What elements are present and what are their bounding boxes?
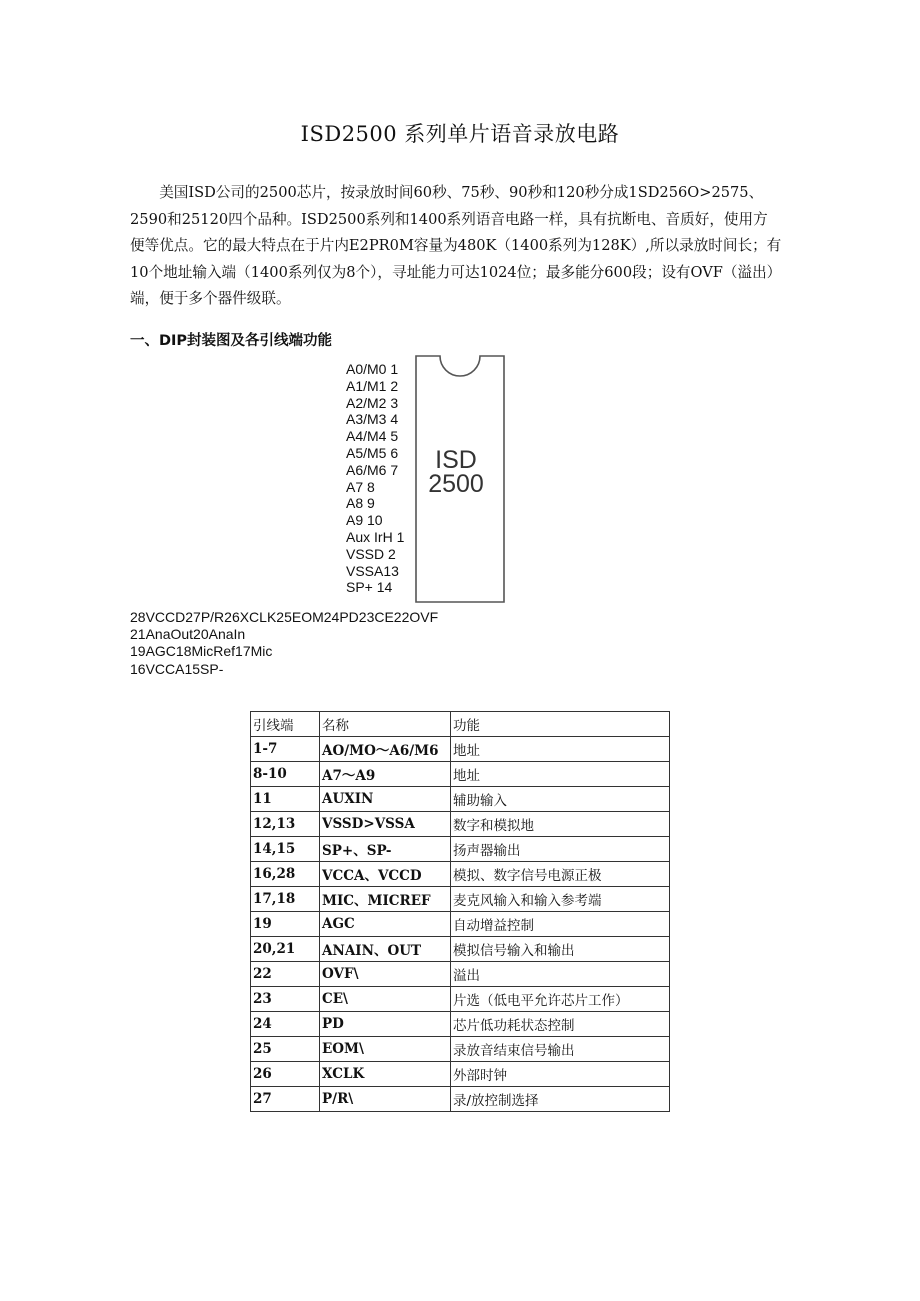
pin-cell: 11: [251, 787, 320, 812]
name-cell: CE\: [320, 987, 451, 1012]
table-row: [251, 762, 670, 787]
pin-cell: 23: [251, 987, 320, 1012]
function-cell: 地址: [451, 737, 670, 762]
name-cell: P/R\: [320, 1087, 451, 1112]
table-header-row: [251, 712, 670, 737]
pin-cell: 1-7: [251, 737, 320, 762]
name-cell: PD: [320, 1012, 451, 1037]
pin-label: VSSA13: [346, 562, 399, 579]
table-row: [251, 1037, 670, 1062]
pin-cell: 24: [251, 1012, 320, 1037]
function-cell: 溢出: [451, 962, 670, 987]
pin-cell: 27: [251, 1087, 320, 1112]
function-cell: 自动增益控制: [451, 912, 670, 937]
pin-label: A7 8: [346, 478, 375, 495]
chip-label-line2: 2500: [428, 470, 484, 498]
pin-label: A2/M2 3: [346, 394, 399, 411]
name-cell: OVF\: [320, 962, 451, 987]
name-cell: ANAIN、OUT: [320, 937, 451, 962]
pin-label: A0/M0 1: [346, 361, 399, 377]
pin-line: 16VCCA15SP-: [130, 660, 224, 677]
pin-label: A3/M3 4: [346, 411, 399, 428]
header-pin: 引线端: [251, 712, 320, 737]
chip-left-pin-labels: [346, 361, 404, 596]
pin-cell: 12,13: [251, 812, 320, 837]
function-cell: 外部时钟: [451, 1062, 670, 1087]
name-cell: VSSD>VSSA: [320, 812, 451, 837]
function-cell: 地址: [451, 762, 670, 787]
pin-line: 19AGC18MicRef17Mic: [130, 643, 273, 660]
function-cell: 模拟信号输入和输出: [451, 937, 670, 962]
pin-label: A4/M4 5: [346, 428, 399, 445]
pin-cell: 20,21: [251, 937, 320, 962]
pin-cell: 19: [251, 912, 320, 937]
name-cell: EOM\: [320, 1037, 451, 1062]
pin-label: VSSD 2: [346, 545, 396, 562]
name-cell: AO/MO～A6/M6: [320, 737, 451, 762]
pin-label: SP+ 14: [346, 579, 393, 596]
pin-cell: 26: [251, 1062, 320, 1087]
function-cell: 扬声器输出: [451, 837, 670, 862]
function-cell: 芯片低功耗状态控制: [451, 1012, 670, 1037]
pin-cell: 16,28: [251, 862, 320, 887]
pin-cell: 14,15: [251, 837, 320, 862]
pin-function-table: [250, 711, 670, 1112]
function-cell: 麦克风输入和输入参考端: [451, 887, 670, 912]
table-row: [251, 1012, 670, 1037]
pin-line: 28VCCD27P/R26XCLK25EOM24PD23CE22OVF: [130, 609, 439, 625]
name-cell: VCCA、VCCD: [320, 862, 451, 887]
name-cell: SP+、SP-: [320, 837, 451, 862]
table-row: [251, 987, 670, 1012]
table-row: [251, 887, 670, 912]
table-row: [251, 962, 670, 987]
section-heading: 一、DIP封装图及各引线端功能: [130, 333, 333, 349]
pin-label: A8 9: [346, 495, 375, 512]
pin-line: 21AnaOut20AnaIn: [130, 626, 246, 643]
chip-right-pin-lines: [130, 609, 438, 678]
chip-diagram: [404, 352, 514, 608]
pin-label: A9 10: [346, 512, 383, 529]
pin-label: Aux IrH 1: [346, 528, 405, 545]
function-cell: 数字和模拟地: [451, 812, 670, 837]
function-cell: 模拟、数字信号电源正极: [451, 862, 670, 887]
table-row: [251, 862, 670, 887]
name-cell: XCLK: [320, 1062, 451, 1087]
header-function: 功能: [451, 712, 670, 737]
function-cell: 辅助输入: [451, 787, 670, 812]
header-name: 名称: [320, 712, 451, 737]
name-cell: AUXIN: [320, 787, 451, 812]
function-cell: 录放音结束信号输出: [451, 1037, 670, 1062]
table-row: [251, 787, 670, 812]
pin-cell: 22: [251, 962, 320, 987]
table-row: [251, 912, 670, 937]
table-row: [251, 812, 670, 837]
name-cell: AGC: [320, 912, 451, 937]
pin-cell: 17,18: [251, 887, 320, 912]
table-row: [251, 1087, 670, 1112]
intro-paragraph: [130, 180, 782, 313]
table-row: [251, 937, 670, 962]
page-title: ISD2500 系列单片语音录放电路: [300, 122, 620, 146]
intro-text: 美国ISD公司的2500芯片，按录放时间60秒、75秒、90秒和120秒分成1SD256O>2575、2590和25120四个品种。ISD2500系列和1400系列语音电路一样，具有抗断电、音质好，使用方便等优点。它的最大特点在于片内E2PR0M容量为480K（1400系列为128K）,所以录放时间长；有10个地址输入端（1400系列仅为8个），寻址能力可达1024位；最多能分600段；设有OVF（溢出）端，便于多个器件级联。: [130, 184, 782, 307]
pin-cell: 25: [251, 1037, 320, 1062]
pin-cell: 8-10: [251, 762, 320, 787]
table-row: [251, 1062, 670, 1087]
chip-label-line1: ISD: [435, 446, 477, 474]
function-cell: 片选（低电平允许芯片工作）: [451, 987, 670, 1012]
table-row: [251, 837, 670, 862]
pin-label: A1/M1 2: [346, 377, 399, 394]
pin-label: A6/M6 7: [346, 461, 399, 478]
table-row: [251, 737, 670, 762]
name-cell: MIC、MICREF: [320, 887, 451, 912]
function-cell: 录/放控制选择: [451, 1087, 670, 1112]
pin-label: A5/M5 6: [346, 444, 399, 461]
name-cell: A7～A9: [320, 762, 451, 787]
